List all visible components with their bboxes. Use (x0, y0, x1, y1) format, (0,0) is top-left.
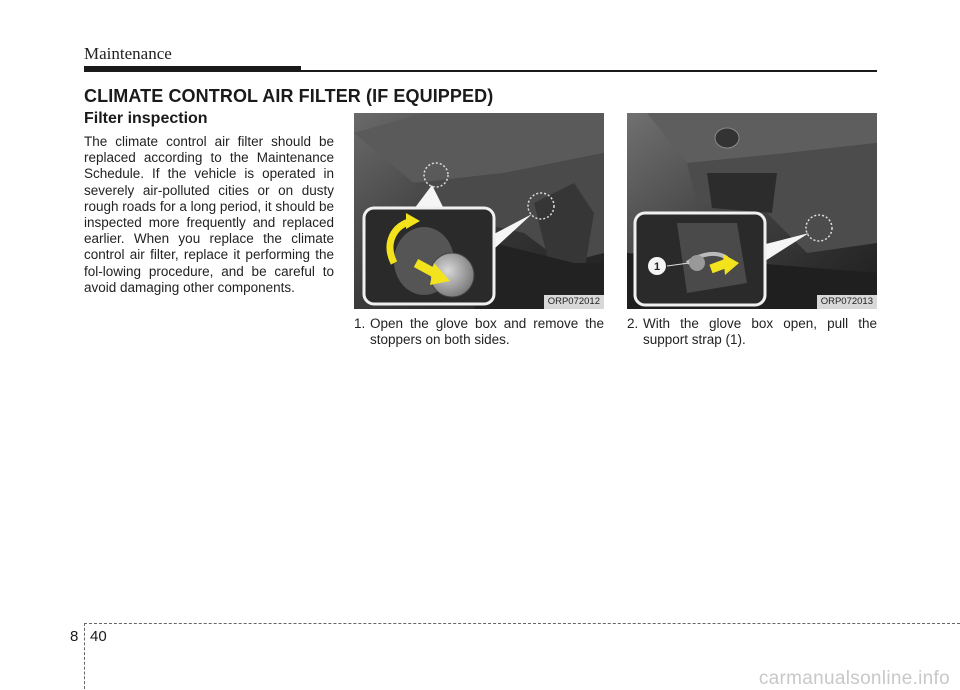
step-number: 1. (354, 316, 366, 331)
illustration-glove-box-stoppers (354, 113, 604, 309)
figure-code: ORP072012 (544, 295, 604, 309)
chapter-number: 8 (70, 628, 79, 645)
figure-support-strap (627, 113, 877, 309)
callout-number: 1 (653, 261, 661, 273)
step-text: Open the glove box and remove the stoppers on both sides. (370, 316, 604, 348)
header-rule-thick (84, 66, 301, 72)
running-head: Maintenance (84, 44, 172, 63)
footer-rule (84, 623, 960, 624)
section-title: CLIMATE CONTROL AIR FILTER (IF EQUIPPED) (84, 86, 494, 106)
step-2 (627, 316, 877, 348)
page-number: 40 (90, 628, 107, 645)
step-text: With the glove box open, pull the support strap (1). (643, 316, 877, 348)
step-1 (354, 316, 604, 348)
footer-vertical-rule (84, 623, 85, 689)
figure-glove-box-stoppers (354, 113, 604, 309)
header-rule-thin (301, 70, 877, 72)
figure-code: ORP072013 (817, 295, 877, 309)
illustration-support-strap (627, 113, 877, 309)
body-paragraph: The climate control air filter should be replaced according to the Maintenance Schedule. If the vehicle is operated in severely air-polluted cities or on dusty rough roads for a long period, it should be inspected more frequently and replaced earlier. When you replace the climate control air filter, replace it performing the fol-lowing procedure, and be careful to avoid damaging other components. (84, 134, 334, 295)
subsection-title: Filter inspection (84, 110, 208, 127)
watermark: carmanualsonline.info (758, 668, 950, 689)
step-number: 2. (627, 316, 639, 331)
